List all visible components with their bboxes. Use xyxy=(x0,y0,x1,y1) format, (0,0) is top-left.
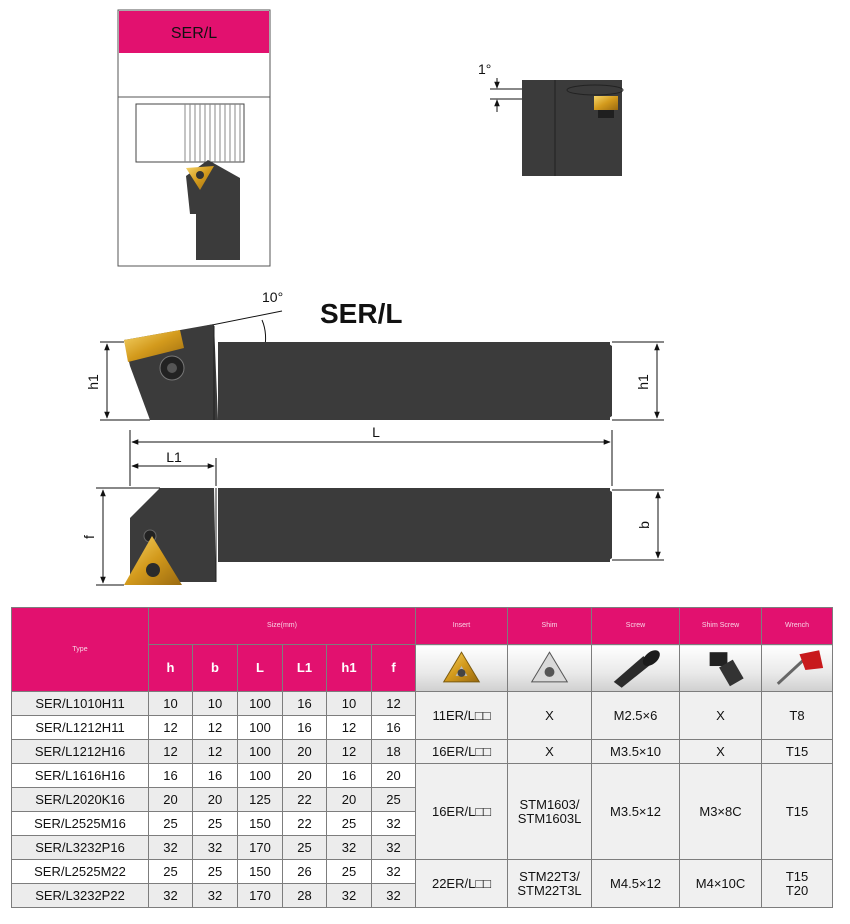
shim-screw-header: Shim Screw xyxy=(680,608,762,645)
h-cell: 25 xyxy=(149,812,193,836)
shim-icon xyxy=(508,645,592,692)
shim-cell xyxy=(508,764,592,860)
col-L1: L1 xyxy=(283,645,327,692)
wrench-cell xyxy=(762,860,833,908)
screw-cell: M2.5×6 xyxy=(592,692,680,740)
h1-cell: 25 xyxy=(327,860,372,884)
shim-screw-cell: M4×10C xyxy=(680,860,762,908)
dim-L1: L1 xyxy=(166,449,182,465)
screw-header: Screw xyxy=(592,608,680,645)
shim-screw-cell: X xyxy=(680,740,762,764)
type-cell: SER/L2525M22 xyxy=(12,860,149,884)
angle-10-label: 10° xyxy=(262,289,284,305)
screw-cell: M3.5×10 xyxy=(592,740,680,764)
screw-cell: M3.5×12 xyxy=(592,764,680,860)
L1-cell: 22 xyxy=(283,812,327,836)
f-cell: 32 xyxy=(372,812,416,836)
f-cell: 32 xyxy=(372,860,416,884)
type-cell: SER/L1616H16 xyxy=(12,764,149,788)
wrench-line-2: T20 xyxy=(785,882,809,898)
L-cell: 100 xyxy=(238,692,283,716)
type-cell: SER/L2525M16 xyxy=(12,812,149,836)
h1-cell: 32 xyxy=(327,884,372,908)
col-f: f xyxy=(372,645,416,692)
type-cell: SER/L2020K16 xyxy=(12,788,149,812)
end-view-insert xyxy=(594,96,618,110)
L-cell: 150 xyxy=(238,812,283,836)
f-cell: 20 xyxy=(372,764,416,788)
b-cell: 12 xyxy=(193,716,238,740)
dim-h1-right: h1 xyxy=(635,374,651,390)
insert-header: Insert xyxy=(416,608,508,645)
b-cell: 12 xyxy=(193,740,238,764)
wrench-cell: T15 xyxy=(762,740,833,764)
f-cell: 12 xyxy=(372,692,416,716)
h1-cell: 32 xyxy=(327,836,372,860)
drawing-title: SER/L xyxy=(320,298,403,329)
dim-h1-left: h1 xyxy=(85,374,101,390)
end-view xyxy=(478,61,623,176)
h1-cell: 12 xyxy=(327,716,372,740)
b-cell: 25 xyxy=(193,860,238,884)
shim-screw-cell: X xyxy=(680,692,762,740)
table-row xyxy=(12,860,833,884)
shim-screw-icon xyxy=(680,645,762,692)
table-row xyxy=(12,740,833,764)
b-cell: 10 xyxy=(193,692,238,716)
L-cell: 150 xyxy=(238,860,283,884)
h1-cell: 25 xyxy=(327,812,372,836)
screw-icon xyxy=(592,645,680,692)
shim-line-1: STM22T3/ xyxy=(519,868,580,884)
angle-1-label: 1° xyxy=(478,61,492,77)
h-cell: 12 xyxy=(149,716,193,740)
h-cell: 32 xyxy=(149,836,193,860)
h-cell: 12 xyxy=(149,740,193,764)
side-shank xyxy=(218,342,610,420)
type-cell: SER/L3232P22 xyxy=(12,884,149,908)
col-h1: h1 xyxy=(327,645,372,692)
dim-f: f xyxy=(81,535,97,539)
shim-line-2: STM22T3L xyxy=(517,882,582,898)
col-b: b xyxy=(193,645,238,692)
table-row xyxy=(12,692,833,716)
wrench-line-1: T15 xyxy=(785,868,809,884)
shim-cell: X xyxy=(508,692,592,740)
type-cell: SER/L3232P16 xyxy=(12,836,149,860)
h1-cell: 10 xyxy=(327,692,372,716)
L1-cell: 16 xyxy=(283,692,327,716)
L-cell: 125 xyxy=(238,788,283,812)
table-row xyxy=(12,764,833,788)
L-cell: 170 xyxy=(238,884,283,908)
f-cell: 18 xyxy=(372,740,416,764)
b-cell: 32 xyxy=(193,836,238,860)
spec-table xyxy=(11,607,833,908)
col-L: L xyxy=(238,645,283,692)
wrench-cell: T8 xyxy=(762,692,833,740)
dim-b: b xyxy=(636,521,652,529)
L-cell: 100 xyxy=(238,740,283,764)
col-h: h xyxy=(149,645,193,692)
h-cell: 16 xyxy=(149,764,193,788)
h-cell: 20 xyxy=(149,788,193,812)
application-view-box xyxy=(118,10,270,266)
h1-cell: 20 xyxy=(327,788,372,812)
type-cell: SER/L1212H11 xyxy=(12,716,149,740)
dim-L: L xyxy=(372,424,380,440)
f-cell: 32 xyxy=(372,884,416,908)
holder-shank xyxy=(196,214,240,260)
top-shank xyxy=(218,488,610,562)
L1-cell: 20 xyxy=(283,740,327,764)
box-title: SER/L xyxy=(170,25,218,42)
b-cell: 20 xyxy=(193,788,238,812)
L1-cell: 16 xyxy=(283,716,327,740)
f-cell: 25 xyxy=(372,788,416,812)
h-cell: 25 xyxy=(149,860,193,884)
shim-cell xyxy=(508,860,592,908)
type-cell: SER/L1010H11 xyxy=(12,692,149,716)
torx-wrench-icon xyxy=(762,645,833,692)
h-cell: 10 xyxy=(149,692,193,716)
shim-header: Shim xyxy=(508,608,592,645)
h1-cell: 16 xyxy=(327,764,372,788)
insert-cell: 16ER/L□□ xyxy=(416,764,508,860)
L1-cell: 26 xyxy=(283,860,327,884)
insert-cell: 16ER/L□□ xyxy=(416,740,508,764)
L1-cell: 28 xyxy=(283,884,327,908)
shim-cell: X xyxy=(508,740,592,764)
L-cell: 100 xyxy=(238,716,283,740)
size-header: Size(mm) xyxy=(149,608,416,645)
top-view xyxy=(81,488,664,585)
b-cell: 25 xyxy=(193,812,238,836)
shim-screw-cell: M3×8C xyxy=(680,764,762,860)
L1-cell: 22 xyxy=(283,788,327,812)
b-cell: 16 xyxy=(193,764,238,788)
f-cell: 32 xyxy=(372,836,416,860)
L-cell: 100 xyxy=(238,764,283,788)
L1-cell: 25 xyxy=(283,836,327,860)
L1-cell: 20 xyxy=(283,764,327,788)
type-header: Type xyxy=(12,608,149,692)
wrench-cell: T15 xyxy=(762,764,833,860)
insert-cell: 11ER/L□□ xyxy=(416,692,508,740)
shim-line-2: STM1603L xyxy=(517,810,582,826)
h1-cell: 12 xyxy=(327,740,372,764)
b-cell: 32 xyxy=(193,884,238,908)
threading-insert-icon xyxy=(416,645,508,692)
insert-cell: 22ER/L□□ xyxy=(416,860,508,908)
f-cell: 16 xyxy=(372,716,416,740)
wrench-header: Wrench xyxy=(762,608,833,645)
h-cell: 32 xyxy=(149,884,193,908)
L-cell: 170 xyxy=(238,836,283,860)
screw-cell: M4.5×12 xyxy=(592,860,680,908)
shim-line-1: STM1603/ xyxy=(519,796,580,812)
type-cell: SER/L1212H16 xyxy=(12,740,149,764)
